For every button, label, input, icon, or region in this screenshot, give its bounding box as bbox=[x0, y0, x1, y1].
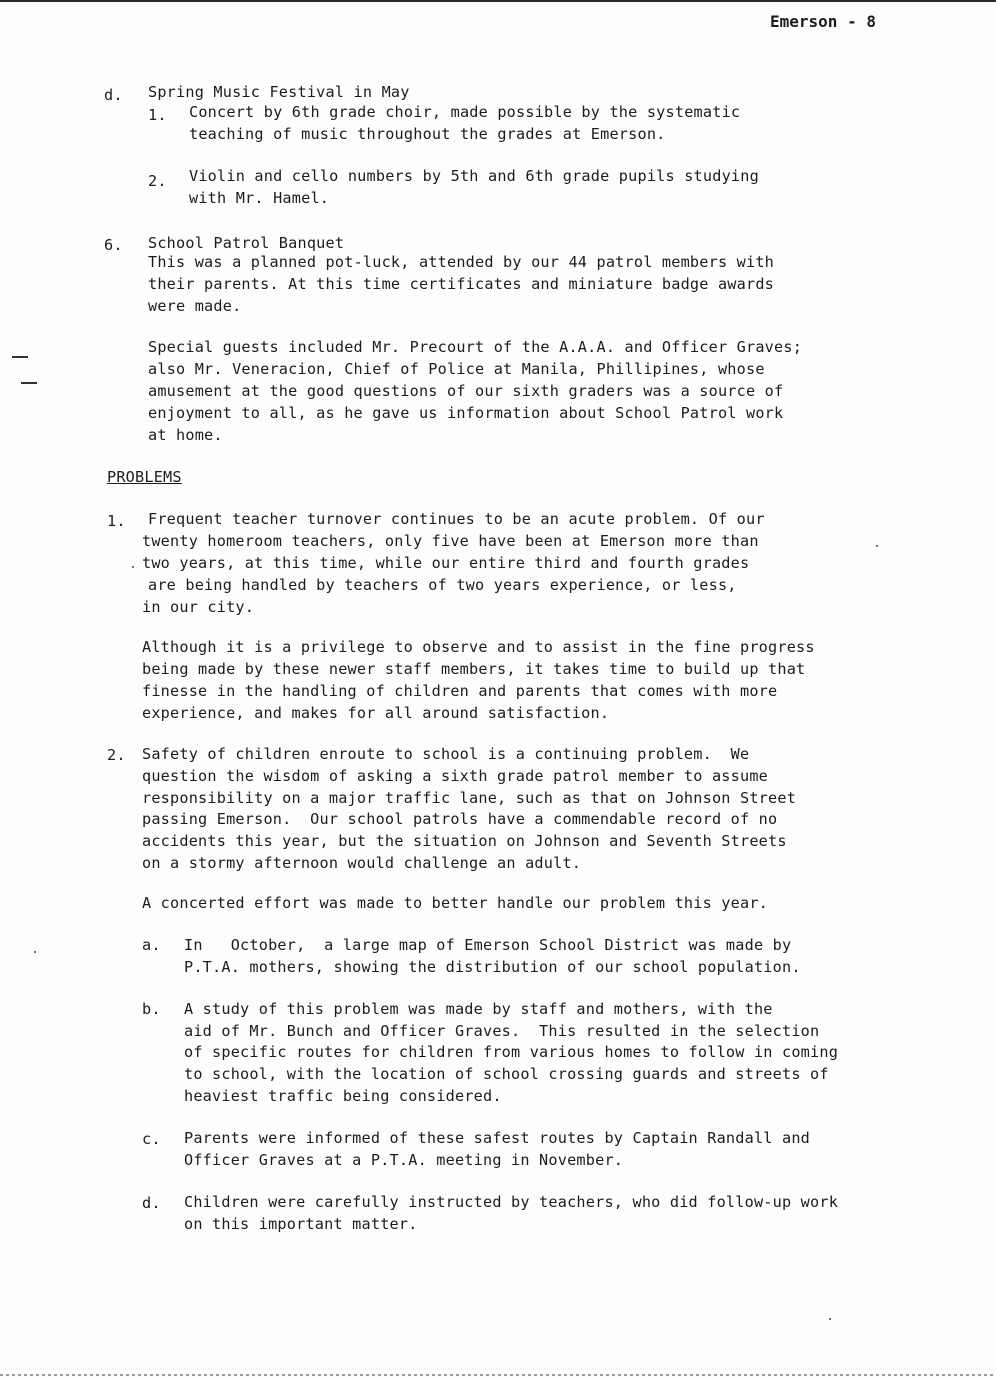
margin-mark bbox=[12, 356, 28, 358]
stray-mark bbox=[829, 1318, 831, 1320]
problem-1-line2: twenty homeroom teachers, only five have been at Emerson more than bbox=[142, 532, 759, 550]
problem-1-para2-line4: experience, and makes for all around satisfaction. bbox=[142, 704, 610, 722]
subitem-b-marker: b. bbox=[142, 1000, 161, 1018]
section-6-para2-line1: Special guests included Mr. Precourt of the A.A.A. and Officer Graves; bbox=[148, 338, 803, 356]
subitem-b-line4: to school, with the location of school crossing guards and streets of bbox=[184, 1065, 829, 1083]
problem-1-line3: two years, at this time, while our entire third and fourth grades bbox=[142, 554, 750, 572]
problem-1-marker: 1. bbox=[107, 512, 126, 530]
subitem-a-line2: P.T.A. mothers, showing the distribution of our school population. bbox=[184, 958, 801, 976]
stray-mark bbox=[132, 566, 134, 568]
problem-2-marker: 2. bbox=[107, 746, 126, 764]
section-6-para1-line1: This was a planned pot-luck, attended by our 44 patrol members with bbox=[148, 253, 775, 271]
problem-1-para2-line1: Although it is a privilege to observe and to assist in the fine progress bbox=[142, 638, 815, 656]
problem-1-para2-line2: being made by these newer staff members, it takes time to build up that bbox=[142, 660, 806, 678]
stray-mark bbox=[876, 545, 878, 547]
subitem-d-line2: on this important matter. bbox=[184, 1215, 418, 1233]
subitem-c-line2: Officer Graves at a P.T.A. meeting in November. bbox=[184, 1151, 624, 1169]
section-d-item1-marker: 1. bbox=[148, 106, 167, 124]
section-d-item1-line2: teaching of music throughout the grades at Emerson. bbox=[189, 125, 666, 143]
section-6-para2-line2: also Mr. Veneracion, Chief of Police at Manila, Phillipines, whose bbox=[148, 360, 765, 378]
problem-1-line5: in our city. bbox=[142, 598, 255, 616]
subitem-c-line1: Parents were informed of these safest routes by Captain Randall and bbox=[184, 1129, 811, 1147]
section-6-para1-line2: their parents. At this time certificates and miniature badge awards bbox=[148, 275, 775, 293]
subitem-a-marker: a. bbox=[142, 936, 161, 954]
section-d-marker: d. bbox=[104, 86, 123, 104]
page-bottom-edge bbox=[0, 1374, 996, 1376]
margin-mark bbox=[21, 382, 37, 384]
subitem-d-marker: d. bbox=[142, 1194, 161, 1212]
problem-1-line1: Frequent teacher turnover continues to be an acute problem. Of our bbox=[148, 510, 765, 528]
problem-2-line4: passing Emerson. Our school patrols have a commendable record of no bbox=[142, 810, 778, 828]
problems-heading: PROBLEMS bbox=[107, 468, 182, 486]
subitem-c-marker: c. bbox=[142, 1130, 161, 1148]
subitem-d-line1: Children were carefully instructed by teachers, who did follow-up work bbox=[184, 1193, 839, 1211]
problem-2-line2: question the wisdom of asking a sixth grade patrol member to assume bbox=[142, 767, 769, 785]
problem-2-line3: responsibility on a major traffic lane, such as that on Johnson Street bbox=[142, 789, 797, 807]
subitem-b-line2: aid of Mr. Bunch and Officer Graves. This resulted in the selection bbox=[184, 1022, 820, 1040]
problem-1-line4: are being handled by teachers of two years experience, or less, bbox=[148, 576, 737, 594]
problem-2-para2: A concerted effort was made to better handle our problem this year. bbox=[142, 894, 769, 912]
subitem-b-line5: heaviest traffic being considered. bbox=[184, 1087, 502, 1105]
stray-mark bbox=[34, 951, 36, 953]
subitem-b-line1: A study of this problem was made by staff and mothers, with the bbox=[184, 1000, 773, 1018]
section-d-item2-marker: 2. bbox=[148, 172, 167, 190]
subitem-b-line3: of specific routes for children from various homes to follow in coming bbox=[184, 1043, 839, 1061]
section-6-para2-line4: enjoyment to all, as he gave us information about School Patrol work bbox=[148, 404, 784, 422]
page-header: Emerson - 8 bbox=[770, 12, 876, 31]
problem-2-line5: accidents this year, but the situation on Johnson and Seventh Streets bbox=[142, 832, 787, 850]
section-d-item2-line2: with Mr. Hamel. bbox=[189, 189, 330, 207]
section-6-para2-line3: amusement at the good questions of our sixth graders was a source of bbox=[148, 382, 784, 400]
section-d-item2-line1: Violin and cello numbers by 5th and 6th grade pupils studying bbox=[189, 167, 759, 185]
section-6-title: School Patrol Banquet bbox=[148, 234, 345, 252]
problem-2-line6: on a stormy afternoon would challenge an adult. bbox=[142, 854, 582, 872]
subitem-a-line1: In October, a large map of Emerson School District was made by bbox=[184, 936, 792, 954]
section-6-marker: 6. bbox=[104, 236, 123, 254]
problem-2-line1: Safety of children enroute to school is a continuing problem. We bbox=[142, 745, 750, 763]
section-d-item1-line1: Concert by 6th grade choir, made possible by the systematic bbox=[189, 103, 741, 121]
section-d-title: Spring Music Festival in May bbox=[148, 83, 410, 101]
section-6-para1-line3: were made. bbox=[148, 297, 242, 315]
section-6-para2-line5: at home. bbox=[148, 426, 223, 444]
problem-1-para2-line3: finesse in the handling of children and parents that comes with more bbox=[142, 682, 778, 700]
